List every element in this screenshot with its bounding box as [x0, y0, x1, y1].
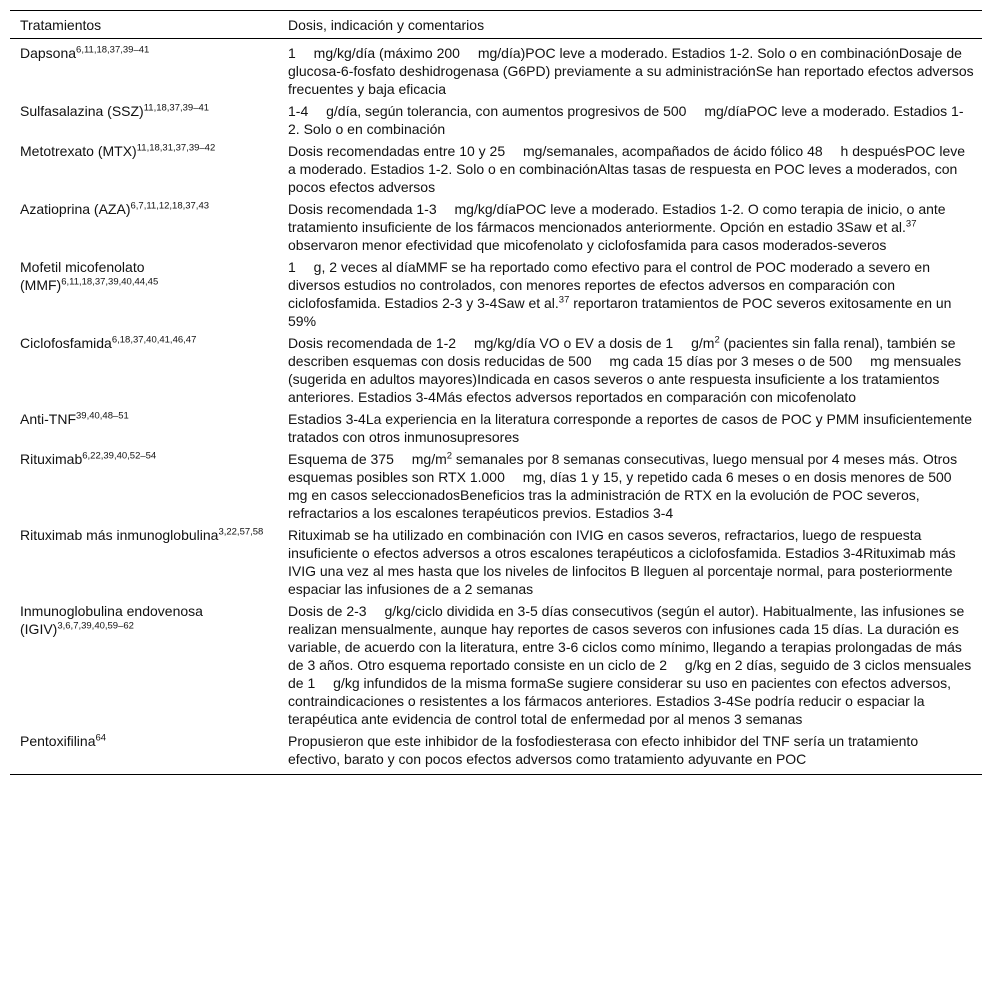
treatment-references: 6,18,37,40,41,46,47	[111, 334, 197, 346]
dosage-text: observaron menor efectividad que micofenolato y ciclofosfamida para casos moderados-severos	[288, 237, 887, 253]
treatment-cell	[10, 332, 278, 408]
table-row	[10, 256, 982, 332]
treatment-references: 11,18,31,37,39–42	[136, 142, 216, 154]
treatment-name: Metotrexato (MTX)	[20, 143, 137, 159]
dosage-text: Dosis recomendada 1-3 mg/kg/díaPOC leve a moderado. Estadios 1-2. O como terapia de inicio, o ante tratamiento insuficiente de los fármacos mencionados anteriormente. Opción en estadio 3Saw et al.	[288, 201, 946, 235]
treatments-table	[10, 10, 982, 775]
treatment-references: 39,40,48–51	[76, 410, 129, 422]
dosage-cell	[278, 198, 982, 256]
dosage-text: 1 mg/kg/día (máximo 200 mg/día)POC leve a moderado. Estadios 1-2. Solo o en combinaciónDosaje de glucosa-6-fosfato deshidrogenasa (G6PD) previamente a su administraciónSe han reportado efectos adversos frecuentes y baja eficacia	[288, 45, 974, 97]
table-header-row	[10, 11, 982, 39]
treatment-references: 3,22,57,58	[218, 526, 264, 538]
treatment-cell	[10, 448, 278, 524]
treatment-name: Mofetil micofenolato (MMF)	[20, 259, 145, 293]
dosage-text: 1 g, 2 veces al díaMMF se ha reportado como efectivo para el control de POC moderado a severo en diversos estudios no controlados, con menores reportes de efectos adversos en comparación con ciclofosfamida. Estadios 2-3 y 3-4Saw et al.	[288, 259, 930, 311]
treatment-references: 6,11,18,37,39–41	[76, 44, 150, 56]
treatment-name: Pentoxifilina	[20, 733, 96, 749]
table-row	[10, 408, 982, 448]
treatment-cell	[10, 39, 278, 101]
table-row	[10, 524, 982, 600]
dosage-text: Dosis recomendada de 1-2 mg/kg/día VO o EV a dosis de 1 g/m	[288, 335, 715, 351]
treatment-references: 64	[95, 732, 107, 744]
dosage-cell	[278, 408, 982, 448]
treatment-cell	[10, 524, 278, 600]
table-row	[10, 600, 982, 730]
treatment-name: Azatioprina (AZA)	[20, 201, 131, 217]
treatment-cell	[10, 600, 278, 730]
treatment-cell	[10, 408, 278, 448]
superscript: 37	[558, 294, 570, 306]
dosage-cell	[278, 730, 982, 775]
superscript: 2	[446, 450, 453, 462]
table-row	[10, 39, 982, 101]
dosage-text: Rituximab se ha utilizado en combinación con IVIG en casos severos, refractarios, luego de respuesta insuficiente o efectos adversos a otros escalones terapéuticos a ciclofosfamida. Estadios 3-4Rituximab más IVIG una vez al mes hasta que los niveles de linfocitos B lleguen al porcentaje normal, para posteriormente espaciar las infusiones de a 2 semanas	[288, 527, 956, 597]
treatment-references: 6,7,11,12,18,37,43	[130, 200, 210, 212]
treatment-cell	[10, 140, 278, 198]
treatment-cell	[10, 100, 278, 140]
superscript: 2	[714, 334, 720, 346]
table-body	[10, 39, 982, 775]
dosage-cell	[278, 332, 982, 408]
dosage-cell	[278, 256, 982, 332]
treatment-name: Anti-TNF	[20, 411, 76, 427]
dosage-text: Estadios 3-4La experiencia en la literatura corresponde a reportes de casos de POC y PMM insuficientemente tratados con otros inmunosupresores	[288, 411, 973, 445]
table-row	[10, 140, 982, 198]
superscript: 37	[905, 218, 917, 230]
dosage-text: Esquema de 375 mg/m	[288, 451, 447, 467]
treatment-name: Ciclofosfamida	[20, 335, 112, 351]
table-row	[10, 730, 982, 775]
dosage-text: 1-4 g/día, según tolerancia, con aumentos progresivos de 500 mg/díaPOC leve a moderado. Estadios 1-2. Solo o en combinación	[288, 103, 964, 137]
table-row	[10, 198, 982, 256]
dosage-text: Dosis recomendadas entre 10 y 25 mg/semanales, acompañados de ácido fólico 48 h despuésPOC leve a moderado. Estadios 1-2. Solo o en combinaciónAltas tasas de respuesta en POC leves a moderados, con pocos efectos adversos	[288, 143, 966, 195]
dosage-text: reportaron tratamientos de POC severos exitosamente en un 59%	[288, 295, 952, 329]
treatment-name: Inmunoglobulina endovenosa (IGIV)	[20, 603, 203, 637]
treatment-references: 6,22,39,40,52–54	[82, 450, 157, 462]
table-row	[10, 100, 982, 140]
table-row	[10, 332, 982, 408]
dosage-cell	[278, 100, 982, 140]
dosage-text: semanales por 8 semanas consecutivas, luego mensual por 4 meses más. Otros esquemas posibles son RTX 1.000 mg, días 1 y 15, y repetido cada 6 meses o en dosis menores de 500 mg en casos seleccionadosBeneficios tras la administración de RTX en la evolución de POC severos, refractarios a los escalones terapéuticos previos. Estadios 3-4	[288, 451, 966, 521]
dosage-cell	[278, 600, 982, 730]
treatment-cell	[10, 730, 278, 775]
treatment-references: 11,18,37,39–41	[143, 102, 210, 114]
treatment-name: Dapsona	[20, 45, 77, 61]
dosage-text: Propusieron que este inhibidor de la fosfodiesterasa con efecto inhibidor del TNF sería un tratamiento efectivo, barato y con pocos efectos adversos como tratamiento adyuvante en POC	[288, 733, 919, 767]
treatment-name: Rituximab más inmunoglobulina	[20, 527, 219, 543]
dosage-cell	[278, 524, 982, 600]
dosage-text: (pacientes sin falla renal), también se describen esquemas con dosis reducidas de 500 mg cada 15 días por 3 meses o de 500 mg mensuales (sugerida en adultos mayores)Indicada en casos severos o ante respuesta insuficiente a los tratamientos anteriores. Estadios 3-4Más efectos adversos reportados en comparación con micofenolato	[288, 335, 962, 405]
table-row	[10, 448, 982, 524]
treatment-cell	[10, 198, 278, 256]
header-dosage: Dosis, indicación y comentarios	[278, 11, 982, 39]
dosage-cell	[278, 140, 982, 198]
treatment-references: 6,11,18,37,39,40,44,45	[61, 276, 159, 288]
header-treatments: Tratamientos	[10, 11, 278, 39]
dosage-cell	[278, 448, 982, 524]
treatment-references: 3,6,7,39,40,59–62	[57, 620, 134, 632]
dosage-cell	[278, 39, 982, 101]
treatment-name: Sulfasalazina (SSZ)	[20, 103, 144, 119]
treatment-name: Rituximab	[20, 451, 83, 467]
dosage-text: Dosis de 2-3 g/kg/ciclo dividida en 3-5 días consecutivos (según el autor). Habitualmente, las infusiones se realizan mensualmente, aunque hay reportes de casos severos con infusiones cada 15 días. La duración es variable, de acuerdo con la literatura, entre 3-6 ciclos como mínimo, llegando a terapias prolongadas de más de 3 años. Otro esquema reportado consiste en un ciclo de 2 g/kg en 2 días, seguido de 3 ciclos mensuales de 1 g/kg infundidos de la misma formaSe sugiere considerar su uso en pacientes con efectos adversos, contraindicaciones o resistentes a los fármacos anteriores. Estadios 3-4Se podría reducir o espaciar la terapéutica ante evidencia de control total de enfermedad por al menos 3 semanas	[288, 603, 972, 727]
treatment-cell	[10, 256, 278, 332]
